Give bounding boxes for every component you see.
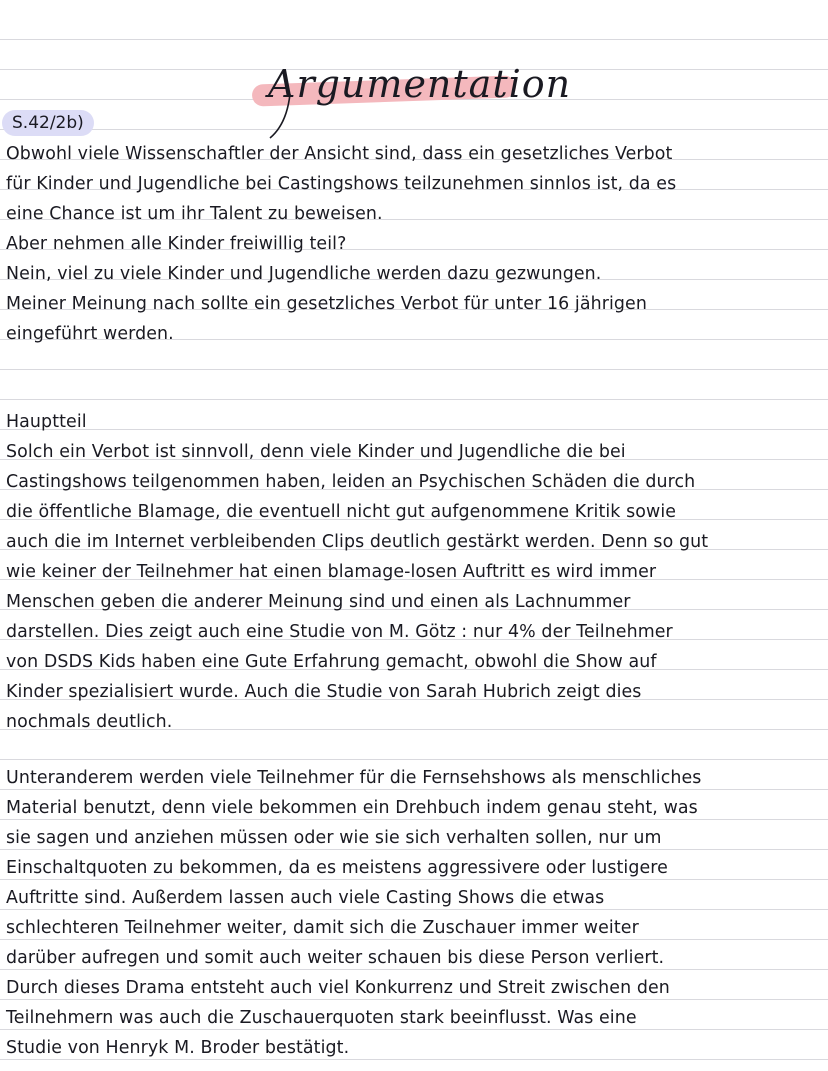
text-line: Meiner Meinung nach sollte ein gesetzliches Verbot für unter 16 jährigen xyxy=(6,294,647,314)
text-line: Studie von Henryk M. Broder bestätigt. xyxy=(6,1038,350,1058)
text-line: eine Chance ist um ihr Talent zu beweisen. xyxy=(6,204,383,224)
title-flourish xyxy=(266,92,296,142)
text-line: Teilnehmern was auch die Zuschauerquoten stark beeinflusst. Was eine xyxy=(6,1008,637,1028)
text-line: Obwohl viele Wissenschaftler der Ansicht sind, dass ein gesetzliches Verbot xyxy=(6,144,673,164)
text-line: auch die im Internet verbleibenden Clips deutlich gestärkt werden. Denn so gut xyxy=(6,532,709,552)
text-line: Aber nehmen alle Kinder freiwillig teil? xyxy=(6,234,347,254)
text-line: Material benutzt, denn viele bekommen ein Drehbuch indem genau steht, was xyxy=(6,798,698,818)
text-line: Castingshows teilgenommen haben, leiden an Psychischen Schäden die durch xyxy=(6,472,696,492)
text-line: Nein, viel zu viele Kinder und Jugendliche werden dazu gezwungen. xyxy=(6,264,602,284)
text-line: schlechteren Teilnehmer weiter, damit sich die Zuschauer immer weiter xyxy=(6,918,639,938)
text-line: darstellen. Dies zeigt auch eine Studie von M. Götz : nur 4% der Teilnehmer xyxy=(6,622,673,642)
text-line: sie sagen und anziehen müssen oder wie sie sich verhalten sollen, nur um xyxy=(6,828,662,848)
text-line: von DSDS Kids haben eine Gute Erfahrung gemacht, obwohl die Show auf xyxy=(6,652,657,672)
text-line: Menschen geben die anderer Meinung sind und einen als Lachnummer xyxy=(6,592,631,612)
text-line: darüber aufregen und somit auch weiter schauen bis diese Person verliert. xyxy=(6,948,665,968)
page-reference-badge: S.42/2b) xyxy=(2,110,94,136)
text-line: wie keiner der Teilnehmer hat einen blamage-losen Auftritt es wird immer xyxy=(6,562,657,582)
text-line: nochmals deutlich. xyxy=(6,712,173,732)
text-line: Auftritte sind. Außerdem lassen auch viele Casting Shows die etwas xyxy=(6,888,605,908)
page-title: Argumentation xyxy=(268,62,572,106)
text-line: Durch dieses Drama entsteht auch viel Konkurrenz und Streit zwischen den xyxy=(6,978,670,998)
text-line: Kinder spezialisiert wurde. Auch die Studie von Sarah Hubrich zeigt dies xyxy=(6,682,642,702)
text-line: Einschaltquoten zu bekommen, da es meistens aggressivere oder lustigere xyxy=(6,858,668,878)
title-block xyxy=(248,62,572,142)
text-line: Unteranderem werden viele Teilnehmer für die Fernsehshows als menschliches xyxy=(6,768,702,788)
text-line: für Kinder und Jugendliche bei Castingshows teilzunehmen sinnlos ist, da es xyxy=(6,174,677,194)
section-heading: Hauptteil xyxy=(6,412,87,432)
text-line: die öffentliche Blamage, die eventuell nicht gut aufgenommene Kritik sowie xyxy=(6,502,677,522)
text-line: Solch ein Verbot ist sinnvoll, denn viele Kinder und Jugendliche die bei xyxy=(6,442,626,462)
text-line: eingeführt werden. xyxy=(6,324,174,344)
